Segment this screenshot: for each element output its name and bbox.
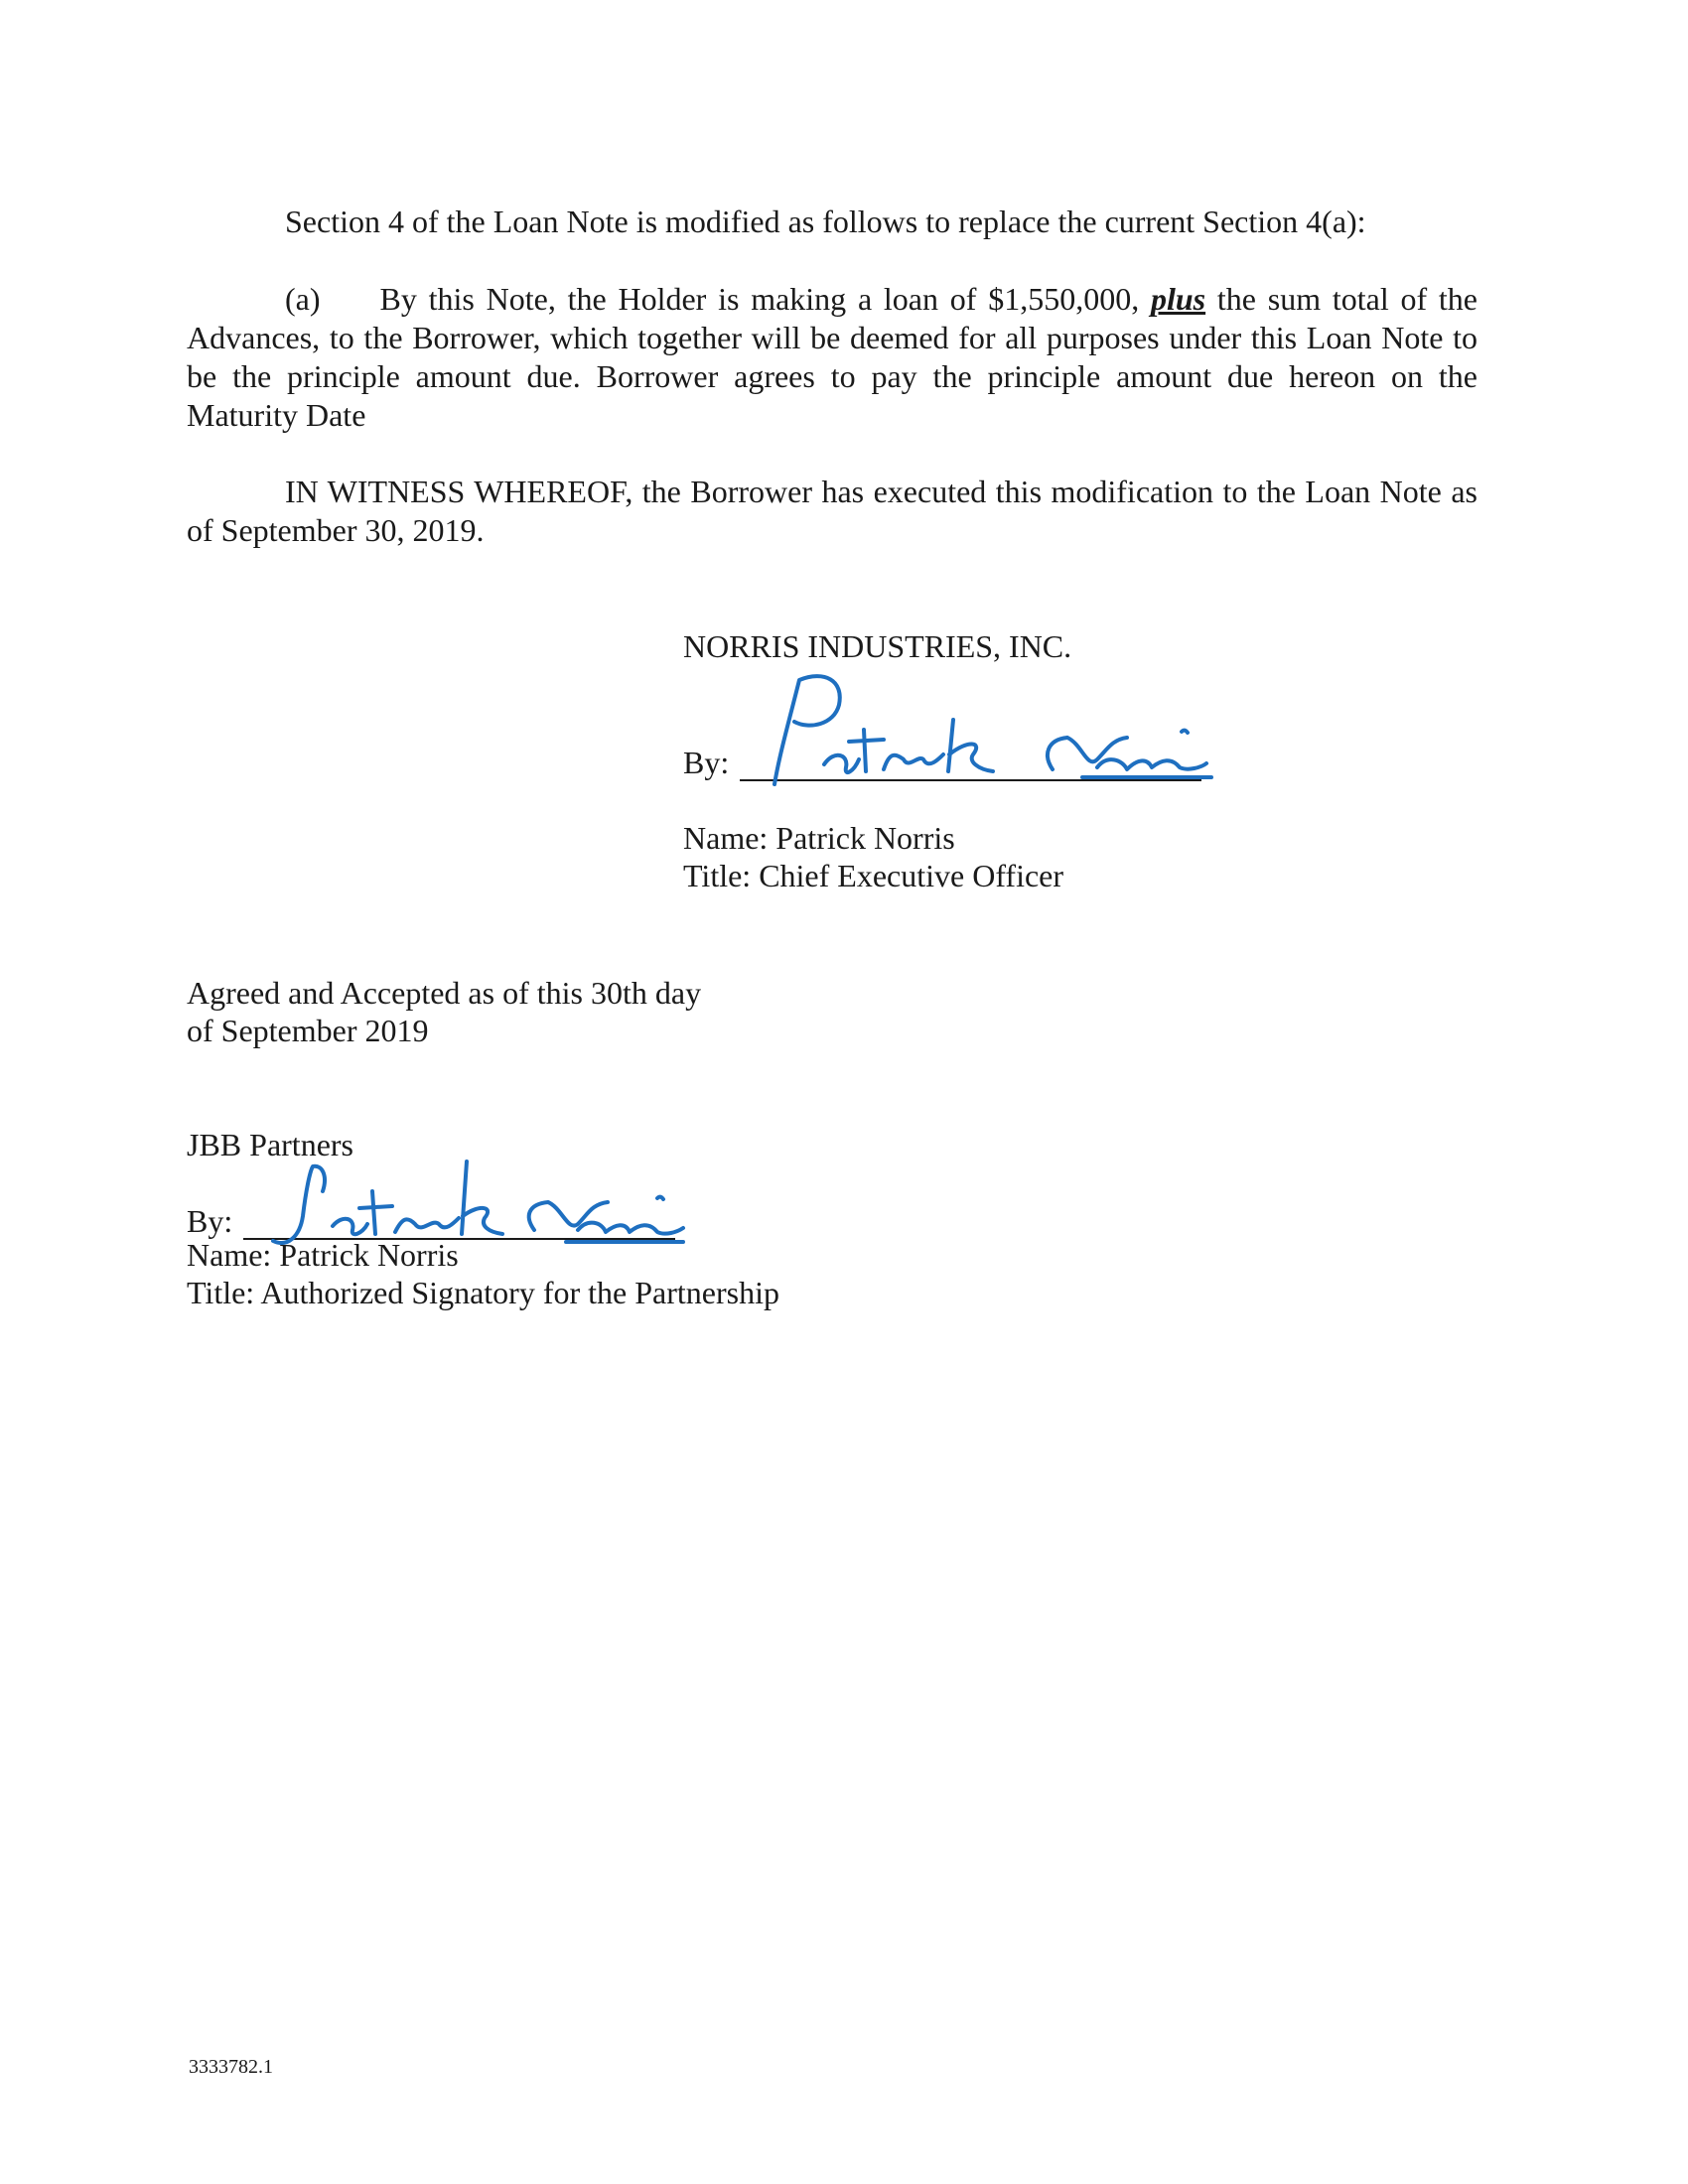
borrower-title: Title: Chief Executive Officer: [683, 858, 1064, 893]
borrower-company: NORRIS INDUSTRIES, INC.: [683, 628, 1072, 664]
clause-label: (a): [285, 281, 321, 317]
agreed-line-1: Agreed and Accepted as of this 30th day: [187, 975, 702, 1011]
holder-name: Name: Patrick Norris: [187, 1237, 459, 1273]
clause-text-after: the sum total of the Advances, to the Borrower, which together will be deemed for all purposes under this Loan Note to be the principle amount due. Borrower agrees to pay the principle amount due hereon on the Maturity Date: [187, 281, 1478, 433]
document-id: 3333782.1: [189, 2056, 273, 2078]
holder-company: JBB Partners: [187, 1127, 353, 1162]
borrower-signature: [755, 660, 1211, 799]
clause-text-before: By this Note, the Holder is making a loan of $1,550,000,: [379, 281, 1151, 317]
holder-by-label: By:: [187, 1203, 233, 1239]
clause-a-paragraph: [187, 280, 1477, 435]
witness-paragraph: IN WITNESS WHEREOF, the Borrower has executed this modification to the Loan Note as of September 30, 2019.: [187, 474, 1477, 548]
borrower-name: Name: Patrick Norris: [683, 820, 955, 856]
agreed-line-2: of September 2019: [187, 1013, 429, 1048]
section-intro: Section 4 of the Loan Note is modified as follows to replace the current Section 4(a):: [285, 204, 1366, 239]
holder-title: Title: Authorized Signatory for the Partnership: [187, 1275, 779, 1310]
borrower-by-label: By:: [683, 745, 730, 780]
clause-emphasis-plus: plus: [1150, 281, 1206, 317]
